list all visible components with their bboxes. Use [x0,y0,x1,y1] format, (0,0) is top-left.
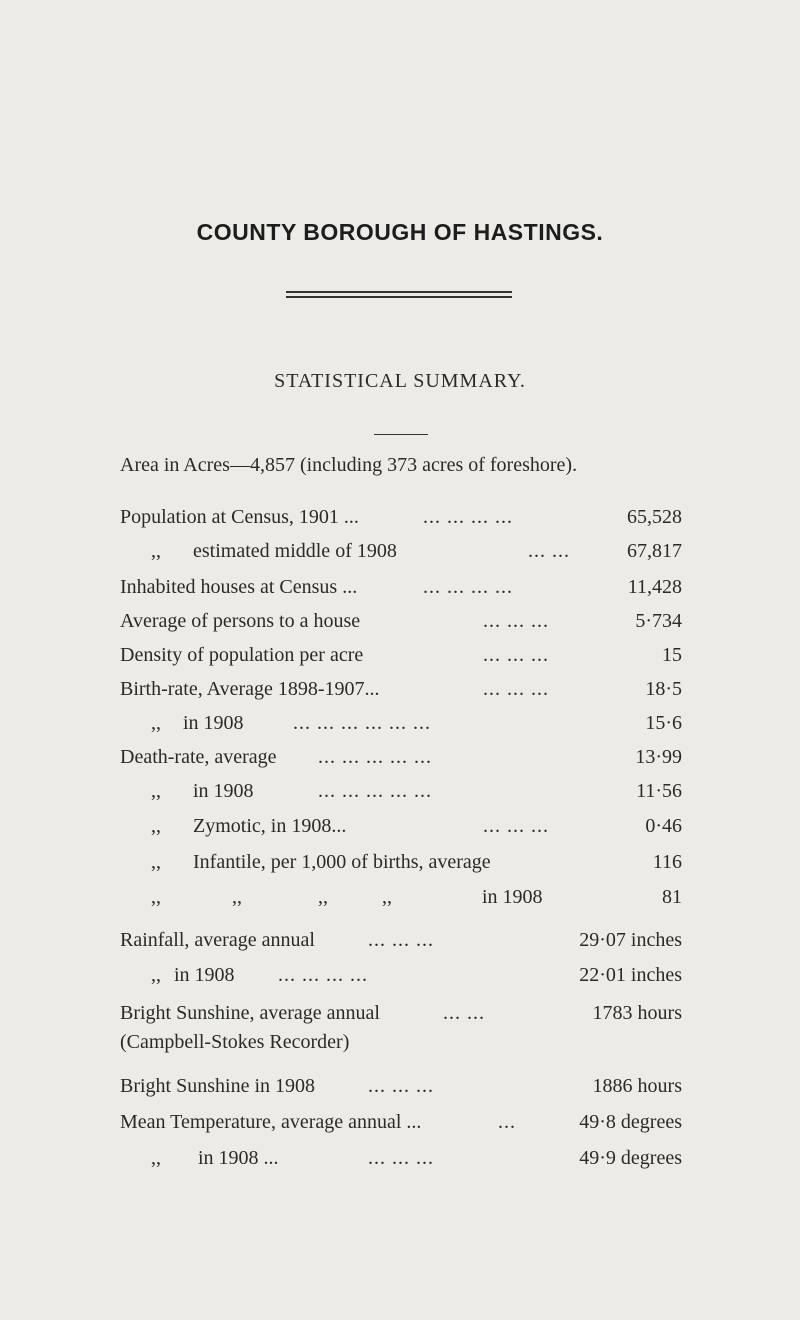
row-value: 1886 hours [592,1075,682,1097]
ditto-mark: ,, [151,780,161,802]
area-line: Area in Acres—4,857 (including 373 acres of foreshore). [120,454,578,476]
leader-dots: ... ... ... [483,815,549,837]
row-label: in 1908 [193,780,254,802]
row-value: 15 [662,644,682,666]
row-label: in 1908 [174,964,235,986]
row-value: 11·56 [636,780,682,802]
row-value: 81 [662,886,682,908]
leader-dots: ... ... ... [368,1075,434,1097]
row-label: Rainfall, average annual [120,929,315,951]
row-label: in 1908 [482,886,543,908]
leader-dots: ... ... ... ... ... ... [293,712,431,734]
ditto-mark: ,, [151,712,161,734]
ditto-mark: ,, [151,964,161,986]
ditto-mark: ,, [151,886,161,908]
ditto-mark: ,, [318,886,328,908]
ditto-mark: ,, [151,851,161,873]
leader-dots: ... ... ... [368,929,434,951]
row-value: 1783 hours [592,1002,682,1024]
leader-dots: ... ... ... ... [423,506,513,528]
leader-dots: ... ... ... [368,1147,434,1169]
row-value: 67,817 [627,540,682,562]
row-label: Infantile, per 1,000 of births, average [193,851,491,873]
leader-dots: ... ... ... [483,644,549,666]
ditto-mark: ,, [151,1147,161,1169]
section-subtitle: STATISTICAL SUMMARY. [274,370,526,392]
row-label: in 1908 ... [198,1147,279,1169]
leader-dots: ... ... ... [483,678,549,700]
leader-dots: ... ... [443,1002,485,1024]
row-value: 22·01 inches [579,964,682,986]
title-double-rule [286,291,512,298]
row-value: 13·99 [635,746,682,768]
row-label: Death-rate, average [120,746,277,768]
row-value: 5·734 [635,610,682,632]
row-label: Birth-rate, Average 1898-1907... [120,678,380,700]
ditto-mark: ,, [232,886,242,908]
row-label: Mean Temperature, average annual ... [120,1111,422,1133]
row-value: 15·6 [645,712,682,734]
row-label: Bright Sunshine in 1908 [120,1075,316,1097]
subtitle-rule [374,434,428,435]
ditto-mark: ,, [151,815,161,837]
row-value: 29·07 inches [579,929,682,951]
sunshine-recorder-note: (Campbell-Stokes Recorder) [120,1031,350,1053]
row-value: 49·8 degrees [579,1111,682,1133]
row-label: Bright Sunshine, average annual [120,1002,380,1024]
row-value: 11,428 [627,576,682,598]
row-label: in 1908 [183,712,244,734]
row-value: 65,528 [627,506,682,528]
row-value: 49·9 degrees [579,1147,682,1169]
leader-dots: ... ... ... ... [278,964,368,986]
row-value: 116 [652,851,682,873]
row-value: 0·46 [645,815,682,837]
leader-dots: ... ... ... ... ... [318,780,432,802]
ditto-mark: ,, [151,540,161,562]
row-label: Zymotic, in 1908... [193,815,347,837]
row-value: 18·5 [645,678,682,700]
row-label: Population at Census, 1901 ... [120,506,359,528]
page-title: COUNTY BOROUGH OF HASTINGS. [196,219,604,245]
row-label: Average of persons to a house [120,610,361,632]
leader-dots: ... [498,1111,516,1133]
row-label: estimated middle of 1908 [193,540,397,562]
row-label: Inhabited houses at Census ... [120,576,358,598]
ditto-mark: ,, [382,886,392,908]
leader-dots: ... ... ... ... ... [318,746,432,768]
row-label: Density of population per acre [120,644,364,666]
leader-dots: ... ... ... ... [423,576,513,598]
leader-dots: ... ... ... [483,610,549,632]
leader-dots: ... ... [528,540,570,562]
